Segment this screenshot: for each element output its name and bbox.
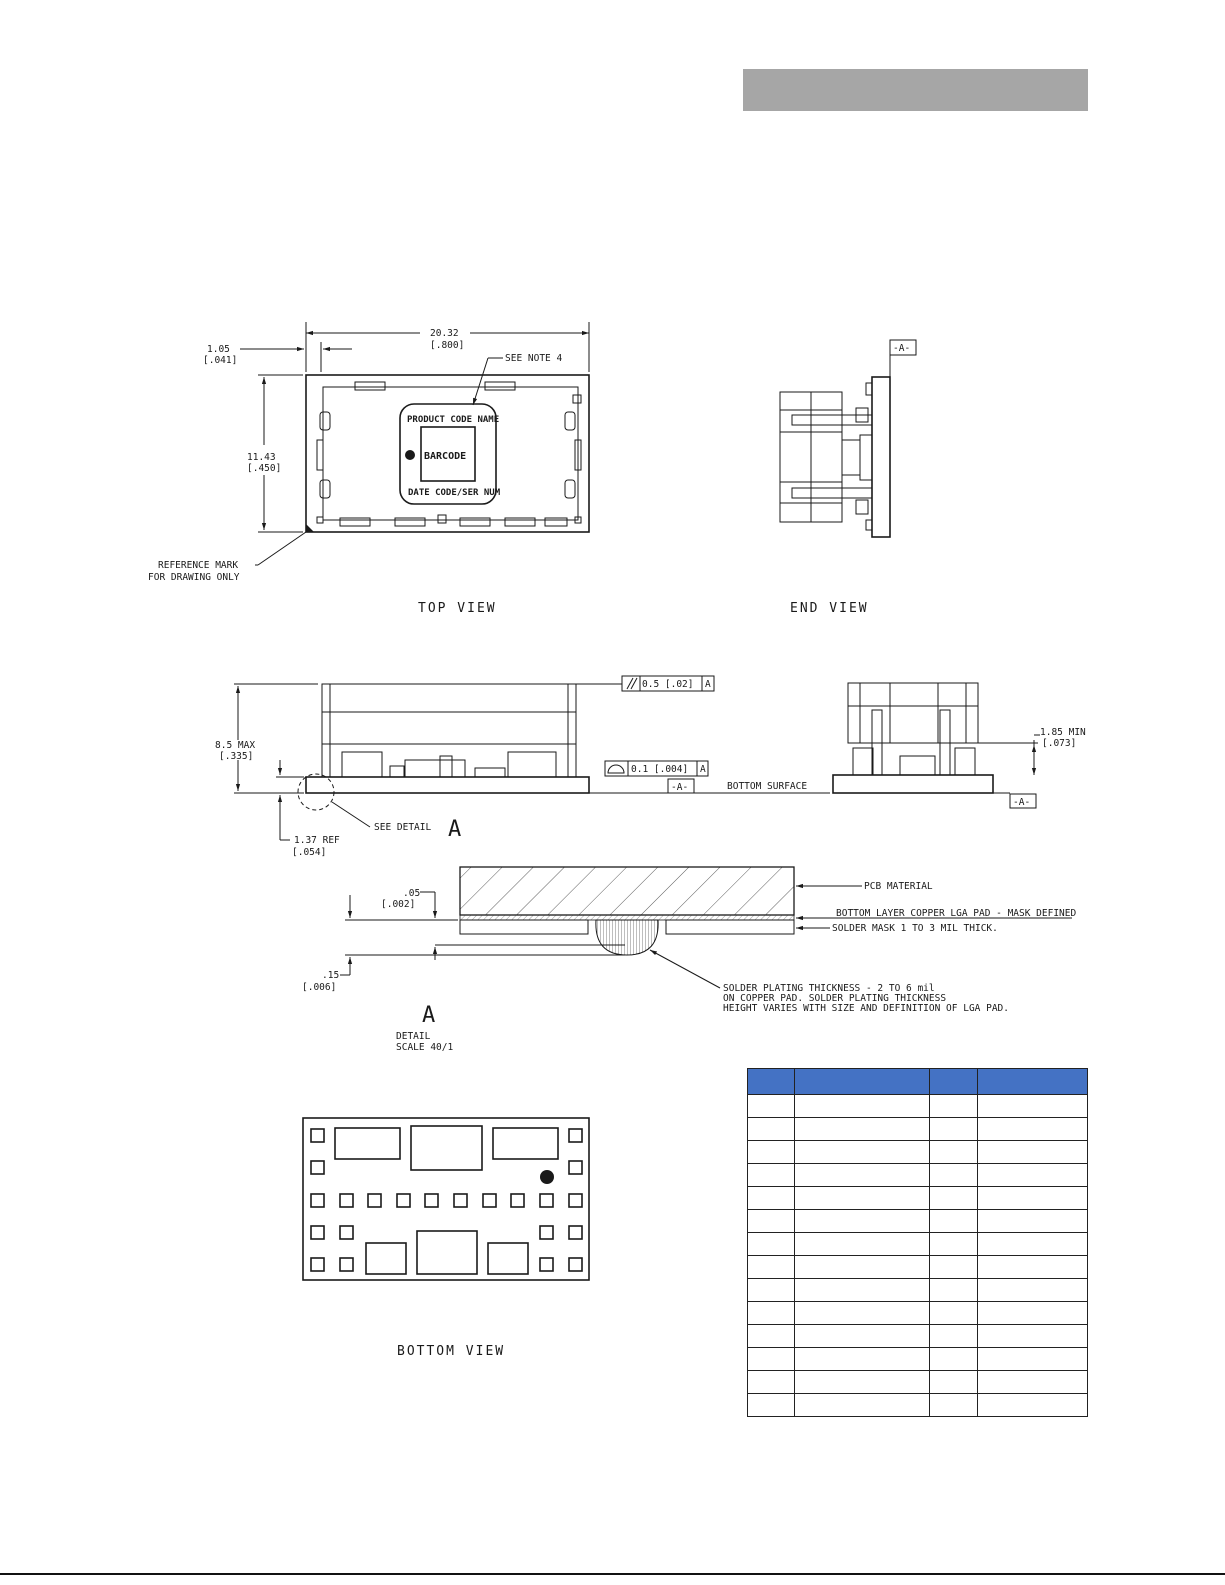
dim-detail-05-in: [.002] (381, 899, 416, 910)
table-row (748, 1210, 1088, 1233)
pin-table (747, 1068, 1088, 1417)
see-note-4: SEE NOTE 4 (505, 353, 563, 364)
table-cell (795, 1141, 930, 1164)
table-cell (930, 1187, 978, 1210)
table-cell (930, 1095, 978, 1118)
table-cell (930, 1394, 978, 1417)
table-cell (748, 1325, 795, 1348)
footer-rule (0, 1573, 1225, 1575)
table-cell (930, 1141, 978, 1164)
pin-table-header (748, 1069, 1088, 1095)
note-plating-line1: SOLDER PLATING THICKNESS - 2 TO 6 mil (723, 983, 935, 994)
detail-scale: SCALE 40/1 (396, 1042, 454, 1053)
dim-max-height-mm: 8.5 MAX (215, 740, 256, 751)
side-view-right (833, 683, 1086, 808)
table-cell (795, 1302, 930, 1325)
bottom-view-outline (303, 1118, 589, 1280)
dim-min-in: [.073] (1042, 738, 1077, 749)
table-cell (748, 1302, 795, 1325)
table-cell (795, 1164, 930, 1187)
pin-table-header-cell (978, 1069, 1088, 1095)
table-cell (930, 1210, 978, 1233)
table-row (748, 1302, 1088, 1325)
dim-detail-15-mm: .15 (322, 970, 340, 981)
table-cell (930, 1164, 978, 1187)
detail-solder-bump (596, 920, 658, 955)
end-view (780, 340, 916, 616)
label-barcode: BARCODE (424, 451, 467, 462)
table-cell (795, 1371, 930, 1394)
table-cell (795, 1187, 930, 1210)
pin-table-header-cell (930, 1069, 978, 1095)
table-cell (795, 1325, 930, 1348)
table-cell (748, 1210, 795, 1233)
dim-detail-15-in: [.006] (302, 982, 337, 993)
table-row (748, 1279, 1088, 1302)
table-cell (748, 1256, 795, 1279)
note-plating-line3: HEIGHT VARIES WITH SIZE AND DEFINITION OF LGA PAD. (723, 1003, 1009, 1014)
table-cell (795, 1394, 930, 1417)
table-cell (748, 1095, 795, 1118)
reference-mark-line2: FOR DRAWING ONLY (148, 572, 240, 583)
dim-offset-mm: 1.05 (207, 344, 230, 355)
detail-pcb-material (460, 867, 794, 915)
side-view-datum: -A- (671, 782, 689, 793)
see-detail-letter: A (448, 817, 462, 842)
table-row (748, 1141, 1088, 1164)
side-view-pcb (306, 777, 589, 793)
table-cell (748, 1164, 795, 1187)
side-view (215, 676, 830, 858)
table-cell (795, 1348, 930, 1371)
table-cell (978, 1279, 1088, 1302)
dim-ref-mm: 1.37 REF (294, 835, 340, 846)
table-cell (748, 1371, 795, 1394)
bottom-view (303, 1118, 589, 1359)
table-cell (930, 1118, 978, 1141)
table-cell (795, 1095, 930, 1118)
dim-height-mm: 11.43 (247, 452, 276, 463)
dim-detail-05-mm: .05 (403, 888, 421, 899)
detail-letter: A (422, 1003, 436, 1028)
table-cell (978, 1233, 1088, 1256)
end-view-datum: -A- (893, 343, 911, 354)
dim-ref-in: [.054] (292, 847, 327, 858)
bottom-view-title: BOTTOM VIEW (397, 1344, 506, 1359)
detail-label: DETAIL (396, 1031, 431, 1042)
table-cell (795, 1279, 930, 1302)
dim-height-in: [.450] (247, 463, 282, 474)
table-cell (978, 1348, 1088, 1371)
table-cell (978, 1118, 1088, 1141)
note-solder-mask: SOLDER MASK 1 TO 3 MIL THICK. (832, 923, 998, 934)
table-row (748, 1095, 1088, 1118)
table-row (748, 1394, 1088, 1417)
table-cell (978, 1325, 1088, 1348)
dim-width-in: [.800] (430, 340, 465, 351)
pin1-dot (405, 450, 415, 460)
table-cell (748, 1141, 795, 1164)
table-cell (978, 1256, 1088, 1279)
table-cell (748, 1187, 795, 1210)
top-view-title: TOP VIEW (418, 601, 497, 616)
table-cell (978, 1141, 1088, 1164)
pin-table-header-cell (748, 1069, 795, 1095)
profile-datum: A (700, 764, 706, 775)
bottom-surface-label: BOTTOM SURFACE (727, 781, 808, 792)
table-row (748, 1164, 1088, 1187)
table-cell (978, 1095, 1088, 1118)
table-row (748, 1256, 1088, 1279)
detail-copper-layer (460, 915, 794, 920)
end-view-pcb (872, 377, 890, 537)
table-cell (748, 1394, 795, 1417)
table-cell (748, 1233, 795, 1256)
reference-mark-line1: REFERENCE MARK (158, 560, 239, 571)
table-cell (930, 1279, 978, 1302)
note-plating-line2: ON COPPER PAD. SOLDER PLATING THICKNESS (723, 993, 947, 1004)
note-copper-pad: BOTTOM LAYER COPPER LGA PAD - MASK DEFINED (836, 908, 1077, 919)
table-cell (795, 1256, 930, 1279)
dim-offset-in: [.041] (203, 355, 238, 366)
table-cell (795, 1233, 930, 1256)
table-row (748, 1187, 1088, 1210)
detail-a (302, 867, 1076, 1053)
table-cell (748, 1118, 795, 1141)
see-detail-label: SEE DETAIL (374, 822, 432, 833)
table-cell (978, 1371, 1088, 1394)
table-cell (978, 1394, 1088, 1417)
top-view (148, 322, 589, 616)
table-cell (978, 1302, 1088, 1325)
note-pcb-material: PCB MATERIAL (864, 881, 933, 892)
table-row (748, 1118, 1088, 1141)
end-view-title: END VIEW (790, 601, 869, 616)
side-view-right-pcb (833, 775, 993, 793)
label-date-code: DATE CODE/SER NUM (408, 488, 501, 498)
dim-width-mm: 20.32 (430, 328, 459, 339)
table-cell (930, 1256, 978, 1279)
dim-max-height-in: [.335] (219, 751, 254, 762)
table-row (748, 1371, 1088, 1394)
table-cell (978, 1164, 1088, 1187)
table-cell (930, 1371, 978, 1394)
label-product-code: PRODUCT CODE NAME (407, 415, 500, 425)
parallelism-datum: A (705, 679, 711, 690)
table-cell (978, 1187, 1088, 1210)
bottom-pin1-dot (540, 1170, 554, 1184)
side-view-right-datum: -A- (1013, 797, 1031, 808)
table-row (748, 1325, 1088, 1348)
table-cell (930, 1325, 978, 1348)
dim-min-mm: 1.85 MIN (1040, 727, 1086, 738)
table-cell (748, 1279, 795, 1302)
table-row (748, 1233, 1088, 1256)
table-cell (930, 1348, 978, 1371)
table-cell (978, 1210, 1088, 1233)
table-cell (930, 1302, 978, 1325)
table-cell (930, 1233, 978, 1256)
table-cell (795, 1118, 930, 1141)
pin-table-header-cell (795, 1069, 930, 1095)
parallelism-tolerance: 0.5 [.02] (642, 679, 694, 690)
table-cell (795, 1210, 930, 1233)
table-row (748, 1348, 1088, 1371)
profile-tolerance: 0.1 [.004] (631, 764, 689, 775)
table-cell (748, 1348, 795, 1371)
